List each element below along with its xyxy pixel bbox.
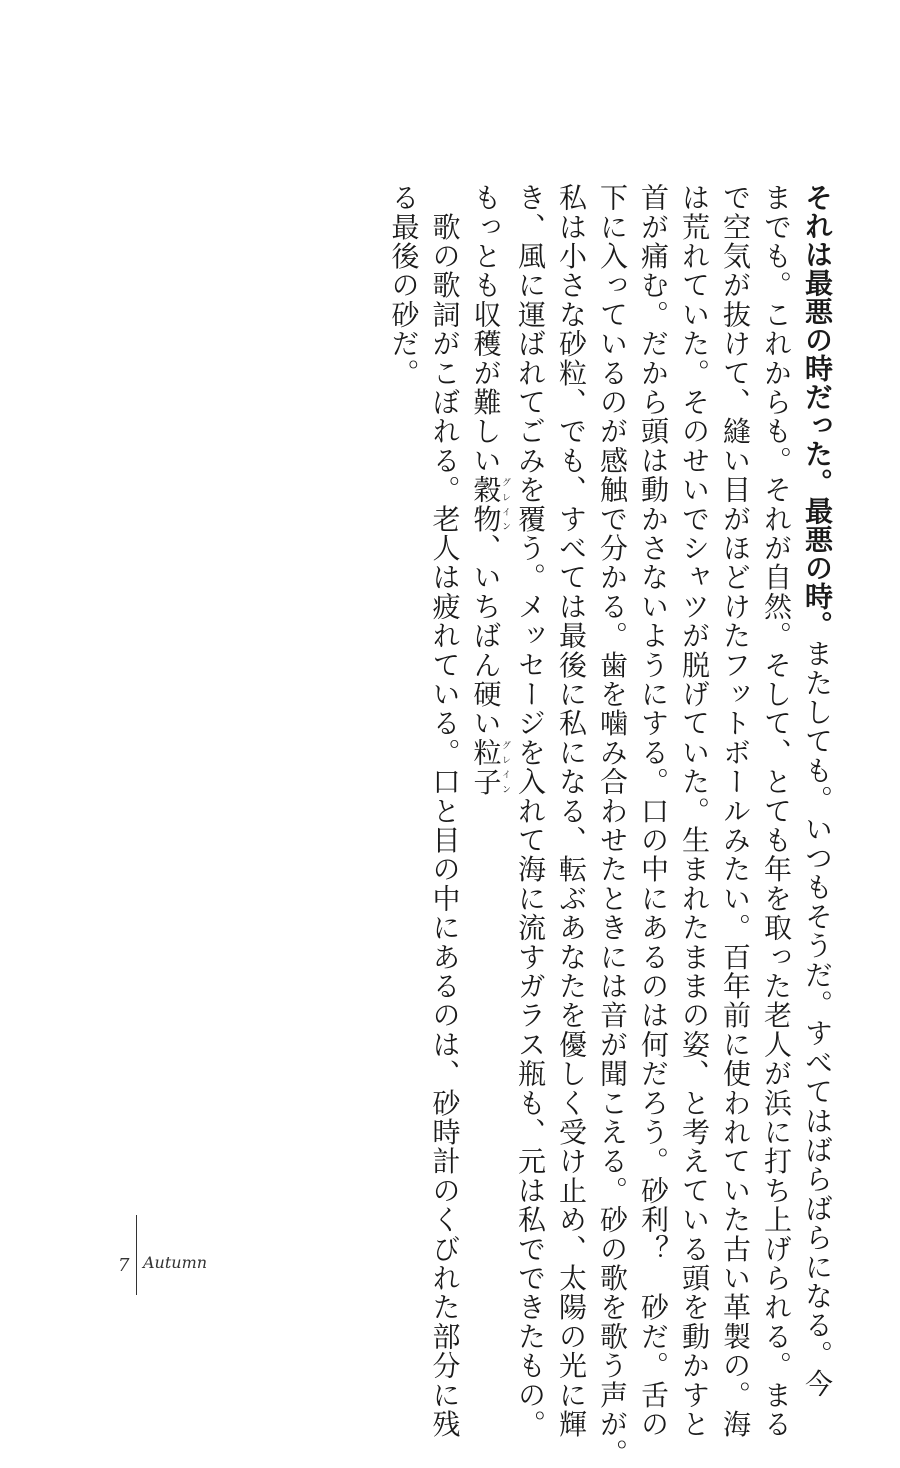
line-9-part-a: もっとも収穫が難しい [469, 183, 503, 475]
text-line [797, 183, 838, 1399]
ruby-base-grain: 穀物 [469, 475, 503, 534]
folio-divider [136, 1215, 137, 1295]
text-line: 私は小さな砂粒、でも、すべては最後に私になる、転ぶあなたを優しく受け止め、太陽の光に輝 [555, 183, 588, 1439]
line-9-part-b: 、いちばん硬い [469, 533, 503, 738]
ruby-grain-1 [469, 475, 510, 534]
text-line: 首が痛む。だから頭は動かさないようにする。口の中にあるのは何だろう。砂利？ 砂だ。舌の [637, 183, 670, 1439]
text-line: は荒れていた。そのせいでシャツが脱げていた。生まれたままの姿、と考えている頭を動かすと [678, 183, 711, 1439]
page-number: 7 [118, 1255, 130, 1276]
lead-in-bold: それは最悪の時だった。最悪の時。 [801, 183, 834, 639]
line-1-rest: またしても。いつもそうだ。すべてはばらばらになる。今 [801, 639, 834, 1399]
ruby-grain-2 [469, 737, 510, 797]
running-head: Autumn [143, 1253, 208, 1272]
text-line [466, 183, 511, 1163]
text-line: る最後の砂だ。 [387, 183, 421, 388]
text-line: 歌の歌詞がこぼれる。老人は疲れている。口と目の中にあるのは、砂時計のくびれた部分に残 [428, 183, 462, 1439]
ruby-reading: グレイン [500, 737, 510, 797]
text-line: 下に入っているのが感触で分かる。歯を噛み合わせたときには音が聞こえる。砂の歌を歌う声が。 [596, 183, 629, 1468]
ruby-base-particle: 粒子 [469, 737, 503, 797]
text-line: までも。これからも。それが自然。そして、とても年を取った老人が浜に打ち上げられる。まる [760, 183, 793, 1439]
ruby-reading: グレイン [500, 475, 510, 534]
text-line: き、風に運ばれてごみを覆う。メッセージを入れて海に流すガラス瓶も、元は私でできたもの。 [514, 183, 547, 1439]
text-line: で空気が抜けて、縫い目がほどけたフットボールみたい。百年前に使われていた古い革製の。海 [719, 183, 752, 1439]
